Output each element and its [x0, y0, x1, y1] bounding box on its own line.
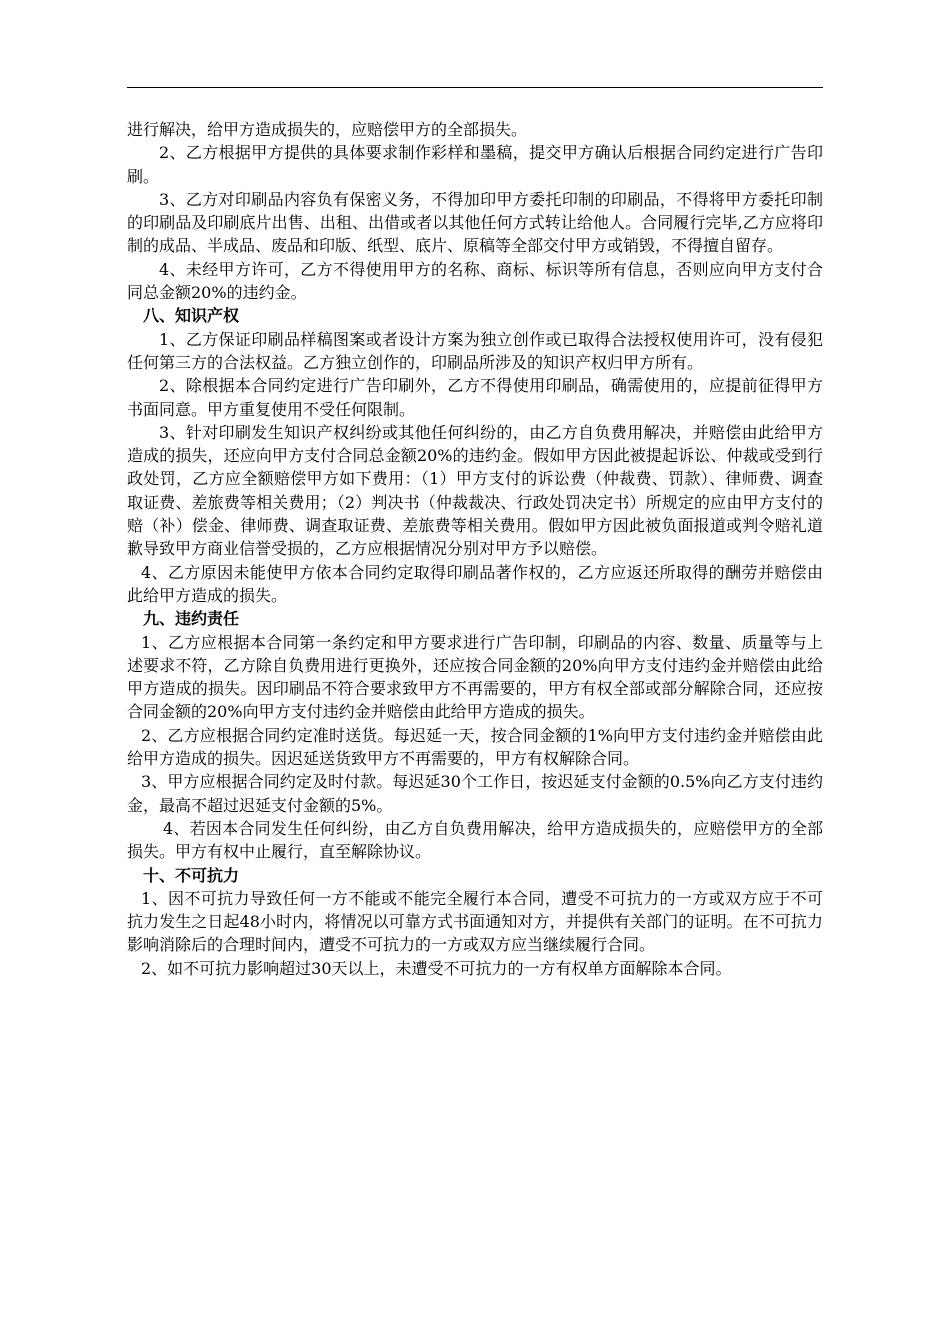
- paragraph-8-3: 3、针对印刷发生知识产权纠纷或其他任何纠纷的，由乙方自负费用解决，并赔偿由此给甲方造成的损失，还应向甲方支付合同总金额20%的违约金。假如甲方因此被提起诉讼、仲裁或受到行政处罚，乙方应全额赔偿甲方如下费用：（1）甲方支付的诉讼费（仲裁费、罚款）、律师费、调查取证费、差旅费等相关费用；（2）判决书（仲裁裁决、行政处罚决定书）所规定的应由甲方支付的赔（补）偿金、律师费、调查取证费、差旅费等相关费用。假如甲方因此被负面报道或判令赔礼道歉导致甲方商业信誉受损的，乙方应根据情况分别对甲方予以赔偿。: [127, 422, 823, 559]
- paragraph-9-1: 1、乙方应根据本合同第一条约定和甲方要求进行广告印制，印刷品的内容、数量、质量等与上述要求不符，乙方除自负费用进行更换外，还应按合同金额的20%向甲方支付违约金并赔偿由此给甲方造成的损失。因印刷品不符合要求致甲方不再需要的，甲方有权全部或部分解除合同，还应按合同金额的20%向甲方支付违约金并赔偿由此给甲方造成的损失。: [127, 632, 823, 722]
- section-heading-force-majeure: 十、不可抗力: [143, 865, 240, 885]
- paragraph-7-3: 3、乙方对印刷品内容负有保密义务，不得加印甲方委托印制的印刷品，不得将甲方委托印制的印刷品及印刷底片出售、出租、出借或者以其他任何方式转让给他人。合同履行完毕,乙方应将印制的成品、半成品、废品和印版、纸型、底片、原稿等全部交付甲方或销毁，不得擅自留存。: [127, 189, 823, 256]
- paragraph-10-1: 1、因不可抗力导致任何一方不能或不能完全履行本合同，遭受不可抗力的一方或双方应于不可抗力发生之日起48小时内，将情况以可靠方式书面通知对方，并提供有关部门的证明。在不可抗力影响消除后的合理时间内，遭受不可抗力的一方或双方应当继续履行合同。: [127, 888, 823, 955]
- paragraph-9-3: 3、甲方应根据合同约定及时付款。每迟延30个工作日，按迟延支付金额的0.5%向乙方支付违约金，最高不超过迟延支付金额的5%。: [127, 772, 823, 815]
- paragraph-continuation: 进行解决，给甲方造成损失的，应赔偿甲方的全部损失。: [127, 120, 528, 139]
- paragraph-9-2: 2、乙方应根据合同约定准时送货。每迟延一天，按合同金额的1%向甲方支付违约金并赔偿由此给甲方造成的损失。因迟延送货致甲方不再需要的，甲方有权解除合同。: [127, 725, 823, 769]
- section-heading-intellectual-property: 八、知识产权: [143, 306, 240, 326]
- paragraph-8-2: 2、除根据本合同约定进行广告印刷外，乙方不得使用印刷品，确需使用的，应提前征得甲方书面同意。甲方重复使用不受任何限制。: [127, 376, 823, 419]
- header-rule: [127, 87, 823, 88]
- section-heading-breach-liability: 九、违约责任: [143, 609, 240, 629]
- paragraph-9-4: 4、若因本合同发生任何纠纷，由乙方自负费用解决，给甲方造成损失的，应赔偿甲方的全部损失。甲方有权中止履行，直至解除协议。: [127, 818, 823, 862]
- document-body: [127, 118, 823, 980]
- paragraph-8-1: 1、乙方保证印刷品样稿图案或者设计方案为独立创作或已取得合法授权使用许可，没有侵犯任何第三方的合法权益。乙方独立创作的，印刷品所涉及的知识产权归甲方所有。: [127, 329, 823, 372]
- paragraph-7-2: 2、乙方根据甲方提供的具体要求制作彩样和墨稿，提交甲方确认后根据合同约定进行广告印刷。: [127, 143, 823, 186]
- paragraph-7-4: 4、未经甲方许可，乙方不得使用甲方的名称、商标、标识等所有信息，否则应向甲方支付合同总金额20%的违约金。: [127, 259, 823, 303]
- paragraph-8-4: 4、乙方原因未能使甲方依本合同约定取得印刷品著作权的，乙方应返还所取得的酬劳并赔偿由此给甲方造成的损失。: [127, 562, 823, 605]
- paragraph-10-2: 2、如不可抗力影响超过30天以上，未遭受不可抗力的一方有权单方面解除本合同。: [141, 958, 732, 978]
